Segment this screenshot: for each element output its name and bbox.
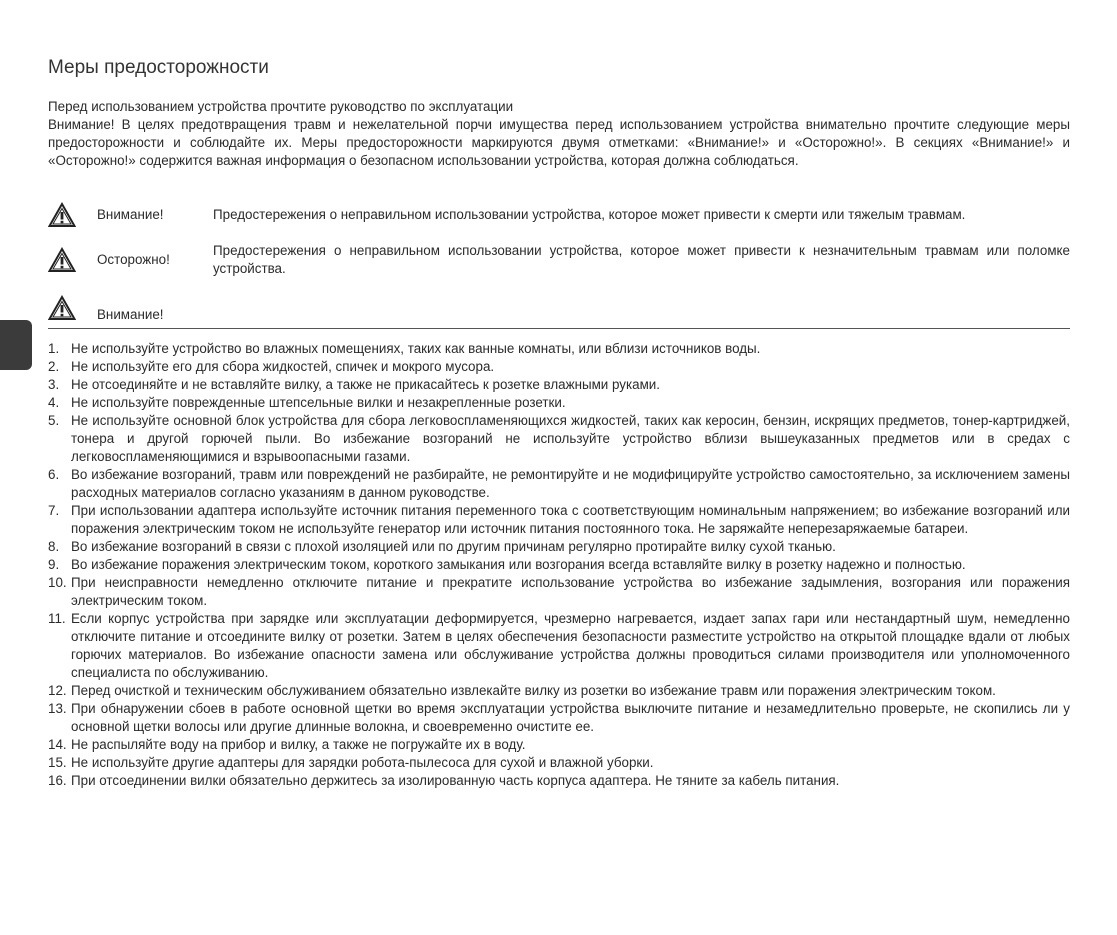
item-number: 2. [48, 359, 60, 374]
list-item [48, 556, 1070, 574]
list-item [48, 736, 1070, 754]
rules-list [48, 340, 1070, 790]
item-number: 14. [48, 737, 67, 752]
item-number: 13. [48, 701, 67, 716]
item-number: 8. [48, 539, 60, 554]
item-text: Во избежание поражения электрическим током, короткого замыкания или возгорания всегда вставляйте вилку в розетку надежно и полностью. [71, 557, 966, 572]
item-text: Не используйте основной блок устройства для сбора легковоспламеняющихся жидкостей, таких как керосин, бензин, искрящих предметов, тонер-картриджей, тонера и другой горючей пыли. Во избежание возгораний не используйте устройство вблизи вышеуказанных предметов или в средах с легковоспламеняющимися и взрывоопасными газами. [71, 413, 1070, 464]
intro-line-2: Внимание! В целях предотвращения травм и нежелательной порчи имущества перед использованием устройства внимательно прочтите следующие меры предосторожности и соблюдайте их. Меры предосторожности маркируются двумя отметками: «Внимание!» и «Осторожно!». В секциях «Внимание!» и «Осторожно!» содержится важная информация о безопасном использовании устройства, которая должна соблюдаться. [48, 117, 1070, 168]
warning-triangle-icon [48, 202, 76, 228]
item-number: 7. [48, 503, 60, 518]
warning-triangle-icon [48, 247, 76, 273]
intro-line-1: Перед использованием устройства прочтите руководство по эксплуатации [48, 99, 514, 114]
list-item [48, 574, 1070, 610]
item-number: 12. [48, 683, 67, 698]
item-text: При отсоединении вилки обязательно держитесь за изолированную часть корпуса адаптера. Не тяните за кабель питания. [71, 773, 840, 788]
list-item [48, 340, 1070, 358]
item-text: Перед очисткой и техническим обслуживанием обязательно извлекайте вилку из розетки во избежание травм или поражения электрическим током. [71, 683, 996, 698]
list-item [48, 358, 1070, 376]
item-number: 9. [48, 557, 60, 572]
item-number: 4. [48, 395, 60, 410]
legend-description: Предостережения о неправильном использовании устройства, которое может привести к смерти или тяжелым травмам. [213, 207, 966, 222]
intro-text [48, 98, 1070, 170]
item-text: При обнаружении сбоев в работе основной щетки во время эксплуатации устройства выключите питание и незамедлительно проверьте, не скопились ли у основной щетки волосы или другие длинные волокна, и своевременно очистите ее. [71, 701, 1070, 734]
legend-description: Предостережения о неправильном использовании устройства, которое может привести к незначительным травмам или поломке устройства. [213, 243, 1070, 276]
section-label: Внимание! [97, 307, 164, 322]
item-number: 11. [48, 611, 66, 626]
item-number: 15. [48, 755, 67, 770]
legend-label: Осторожно! [97, 252, 170, 267]
item-text: Не используйте устройство во влажных помещениях, таких как ванные комнаты, или вблизи источников воды. [71, 341, 761, 356]
list-item [48, 538, 1070, 556]
list-item [48, 772, 1070, 790]
list-item [48, 412, 1070, 466]
list-item [48, 682, 1070, 700]
item-text: Во избежание возгораний в связи с плохой изоляцией или по другим причинам регулярно протирайте вилку сухой тканью. [71, 539, 836, 554]
list-item [48, 754, 1070, 772]
item-text: Не отсоединяйте и не вставляйте вилку, а также не прикасайтесь к розетке влажными руками. [71, 377, 660, 392]
item-number: 1. [48, 341, 60, 356]
list-item [48, 610, 1070, 682]
item-number: 16. [48, 773, 67, 788]
item-number: 3. [48, 377, 60, 392]
list-item [48, 502, 1070, 538]
item-text: Во избежание возгораний, травм или повреждений не разбирайте, не ремонтируйте и не модифицируйте устройство самостоятельно, за исключением замены расходных материалов согласно указаниям в данном руководстве. [71, 467, 1070, 500]
item-number: 5. [48, 413, 60, 428]
chapter-tab [0, 320, 32, 370]
item-number: 10. [48, 575, 67, 590]
item-text: Не распыляйте воду на прибор и вилку, а также не погружайте их в воду. [71, 737, 526, 752]
warning-triangle-icon [48, 295, 76, 321]
item-text: Не используйте его для сбора жидкостей, спичек и мокрого мусора. [71, 359, 495, 374]
item-text: Не используйте другие адаптеры для зарядки робота-пылесоса для сухой и влажной уборки. [71, 755, 654, 770]
section-heading [48, 295, 1070, 329]
item-text: При неисправности немедленно отключите питание и прекратите использование устройства во избежание задымления, возгорания или поражения электрическим током. [71, 575, 1070, 608]
item-number: 6. [48, 467, 60, 482]
list-item [48, 700, 1070, 736]
legend-label: Внимание! [97, 207, 164, 222]
list-item [48, 376, 1070, 394]
item-text: При использовании адаптера используйте источник питания переменного тока с соответствующим номинальным напряжением; во избежание возгораний или поражения электрическим током не используйте генератор или источник питания постоянного тока. Не заряжайте неперезаряжаемые батареи. [71, 503, 1070, 536]
list-item [48, 394, 1070, 412]
page-title: Меры предосторожности [48, 57, 269, 78]
item-text: Если корпус устройства при зарядке или эксплуатации деформируется, чрезмерно нагревается, издает запах гари или нестандартный шум, немедленно отключите питание и отсоедините вилку от розетки. Затем в целях обеспечения безопасности разместите устройство на открытой площадке вдали от любых горючих материалов. Во избежание опасности замена или обслуживание устройства должны проводиться силами производителя или уполномоченного специалиста по обслуживанию. [71, 611, 1070, 680]
item-text: Не используйте поврежденные штепсельные вилки и незакрепленные розетки. [71, 395, 566, 410]
list-item [48, 466, 1070, 502]
